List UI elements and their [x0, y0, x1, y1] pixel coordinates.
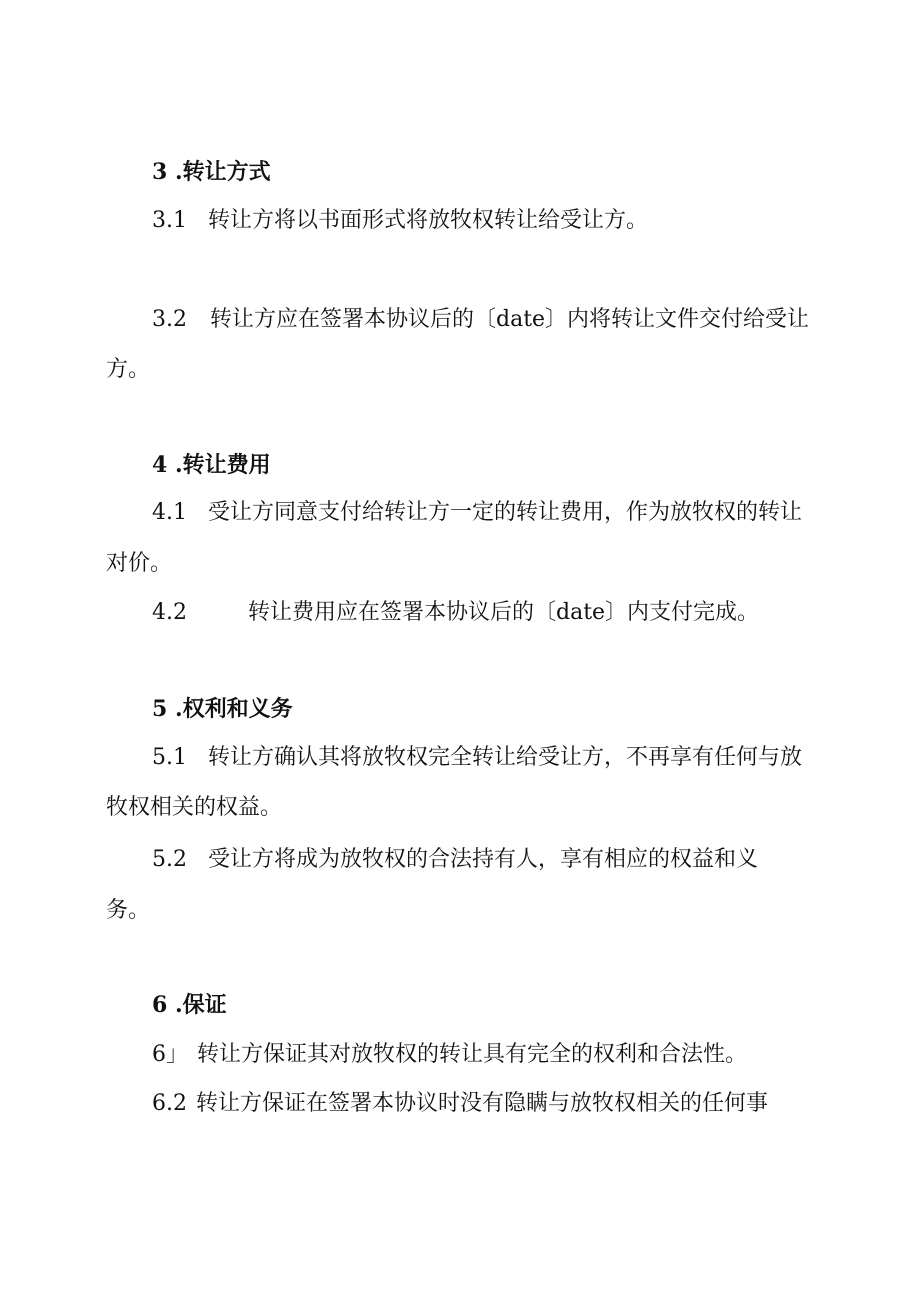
section-heading-6: 6 .保证 — [152, 992, 227, 1018]
clause-4-1-continuation: 对价。 — [106, 551, 173, 576]
clause-text: 转让方将以书面形式将放牧权转让给受让方。 — [208, 208, 649, 233]
clause-number: 6」 — [152, 1042, 188, 1067]
clause-6-1 — [152, 1040, 747, 1070]
clause-6-2 — [152, 1089, 768, 1119]
clause-number: 6.2 — [152, 1091, 187, 1116]
clause-text: 转让方保证其对放牧权的转让具有完全的权利和合法性。 — [197, 1042, 748, 1067]
clause-3-2 — [152, 305, 809, 335]
clause-5-1-continuation: 牧权相关的权益。 — [106, 795, 283, 820]
clause-4-2 — [152, 598, 759, 628]
section-heading-5: 5 .权利和义务 — [152, 696, 293, 722]
clause-text: 受让方同意支付给转让方一定的转让费用，作为放牧权的转让 — [208, 500, 803, 525]
clause-number: 3.2 — [152, 307, 187, 332]
clause-4-1 — [152, 498, 802, 528]
clause-5-1 — [152, 743, 802, 773]
clause-number: 4.2 — [152, 600, 187, 625]
clause-number: 4.1 — [152, 500, 187, 525]
clause-text: 转让方保证在签署本协议时没有隐瞒与放牧权相关的任何事 — [196, 1091, 769, 1116]
clause-text: 转让方确认其将放牧权完全转让给受让方，不再享有任何与放 — [208, 745, 803, 770]
section-heading-3: 3 .转让方式 — [152, 159, 271, 185]
clause-text: 受让方将成为放牧权的合法持有人，享有相应的权益和义 — [208, 847, 759, 872]
clause-5-2-continuation: 务。 — [106, 898, 151, 923]
section-heading-4: 4 .转让费用 — [152, 452, 271, 478]
clause-text: 转让方应在签署本协议后的〔date〕内将转让文件交付给受让 — [210, 307, 810, 332]
clause-number: 3.1 — [152, 208, 187, 233]
clause-number: 5.2 — [152, 847, 187, 872]
clause-3-1 — [152, 206, 648, 236]
clause-5-2 — [152, 845, 758, 875]
clause-number: 5.1 — [152, 745, 187, 770]
clause-3-2-continuation: 方。 — [106, 357, 151, 382]
clause-text: 转让费用应在签署本协议后的〔date〕内支付完成。 — [248, 600, 760, 625]
